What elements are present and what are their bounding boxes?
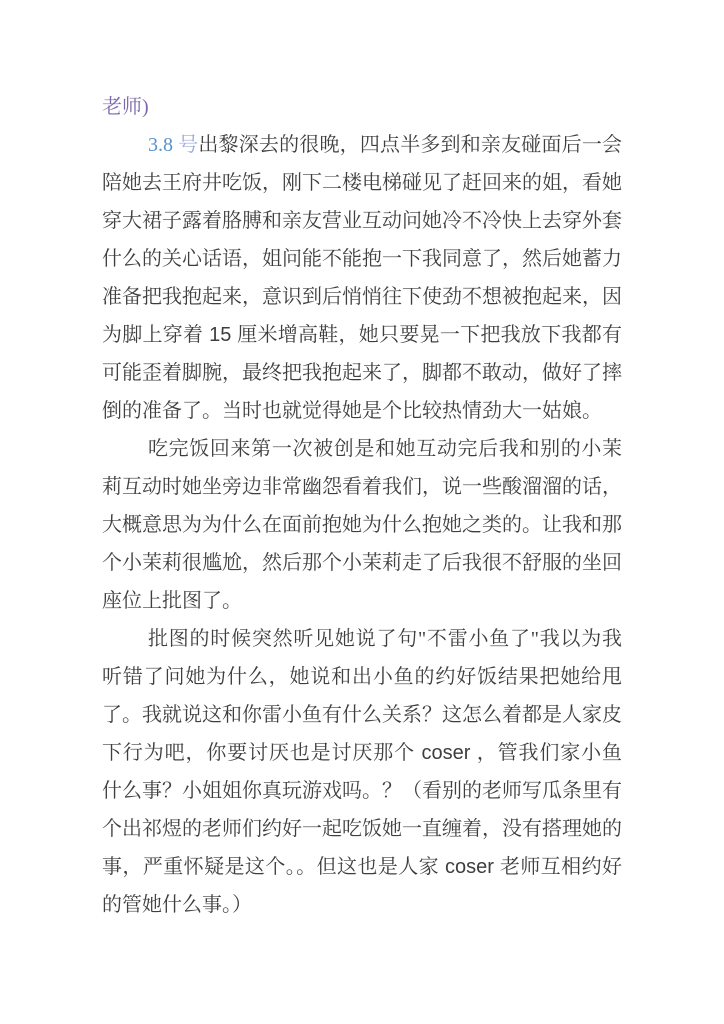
- coser-word-2: coser: [439, 856, 500, 878]
- paragraph-1-text-b: 厘米增高鞋，她只要晃一下把我放下我都有可能歪着脚腕，最终把我抱起来了，脚都不敢动，做好了摔倒的准备了。当时也就觉得她是个比较热情劲大一姑娘。: [102, 324, 622, 422]
- coser-word-1: coser: [415, 742, 477, 764]
- paragraph-3-text-a: 批图的时候突然听见她说了句"不雷小鱼了"我以为我听错了问她为什么，她说和出小鱼的约好饭结果把她给甩了。我就说这和你雷小鱼有什么关系？这怎么着都是人家皮下行为吧，你要讨厌也是讨厌那个: [102, 628, 622, 764]
- paragraph-1-text-a: 出黎深去的很晚，四点半多到和亲友碰面后一会陪她去王府井吃饭，刚下二楼电梯碰见了赶回来的姐，看她穿大裙子露着胳膊和亲友营业互动问她冷不冷快上去穿外套什么的关心话语，姐问能不能抱一下我同意了，然后她蓄力准备把我抱起来，意识到后悄悄往下使劲不想被抱起来，因为脚上穿着: [102, 134, 623, 346]
- paragraph-1: [102, 126, 622, 430]
- paragraph-intro-fragment: [102, 88, 622, 126]
- paragraph-3-text-c: 老师互相约好的管她什么事。）: [102, 856, 622, 916]
- paragraph-2-text: 吃完饭回来第一次被创是和她互动完后我和别的小茉莉互动时她坐旁边非常幽怨看着我们，说一些酸溜溜的话，大概意思为为什么在面前抱她为什么抱她之类的。让我和那个小茉莉很尴尬，然后那个小茉莉走了后我很不舒服的坐回座位上批图了。: [102, 438, 622, 612]
- paragraph-2: [102, 430, 622, 620]
- date-link[interactable]: [148, 134, 198, 156]
- height-number: 15: [203, 324, 238, 346]
- teacher-label: 老师): [102, 96, 149, 118]
- article-body: [102, 88, 622, 924]
- paragraph-3-text-b: ，管我们家小鱼什么事？小姐姐你真玩游戏吗。？（看别的老师写瓜条里有个出祁煜的老师们约好一起吃饭她一直缠着，没有搭理她的事，严重怀疑是这个。。但这也是人家: [102, 742, 623, 878]
- date-unit: 号: [173, 134, 199, 156]
- paragraph-3: [102, 620, 622, 924]
- date-number: 3.8: [148, 134, 173, 156]
